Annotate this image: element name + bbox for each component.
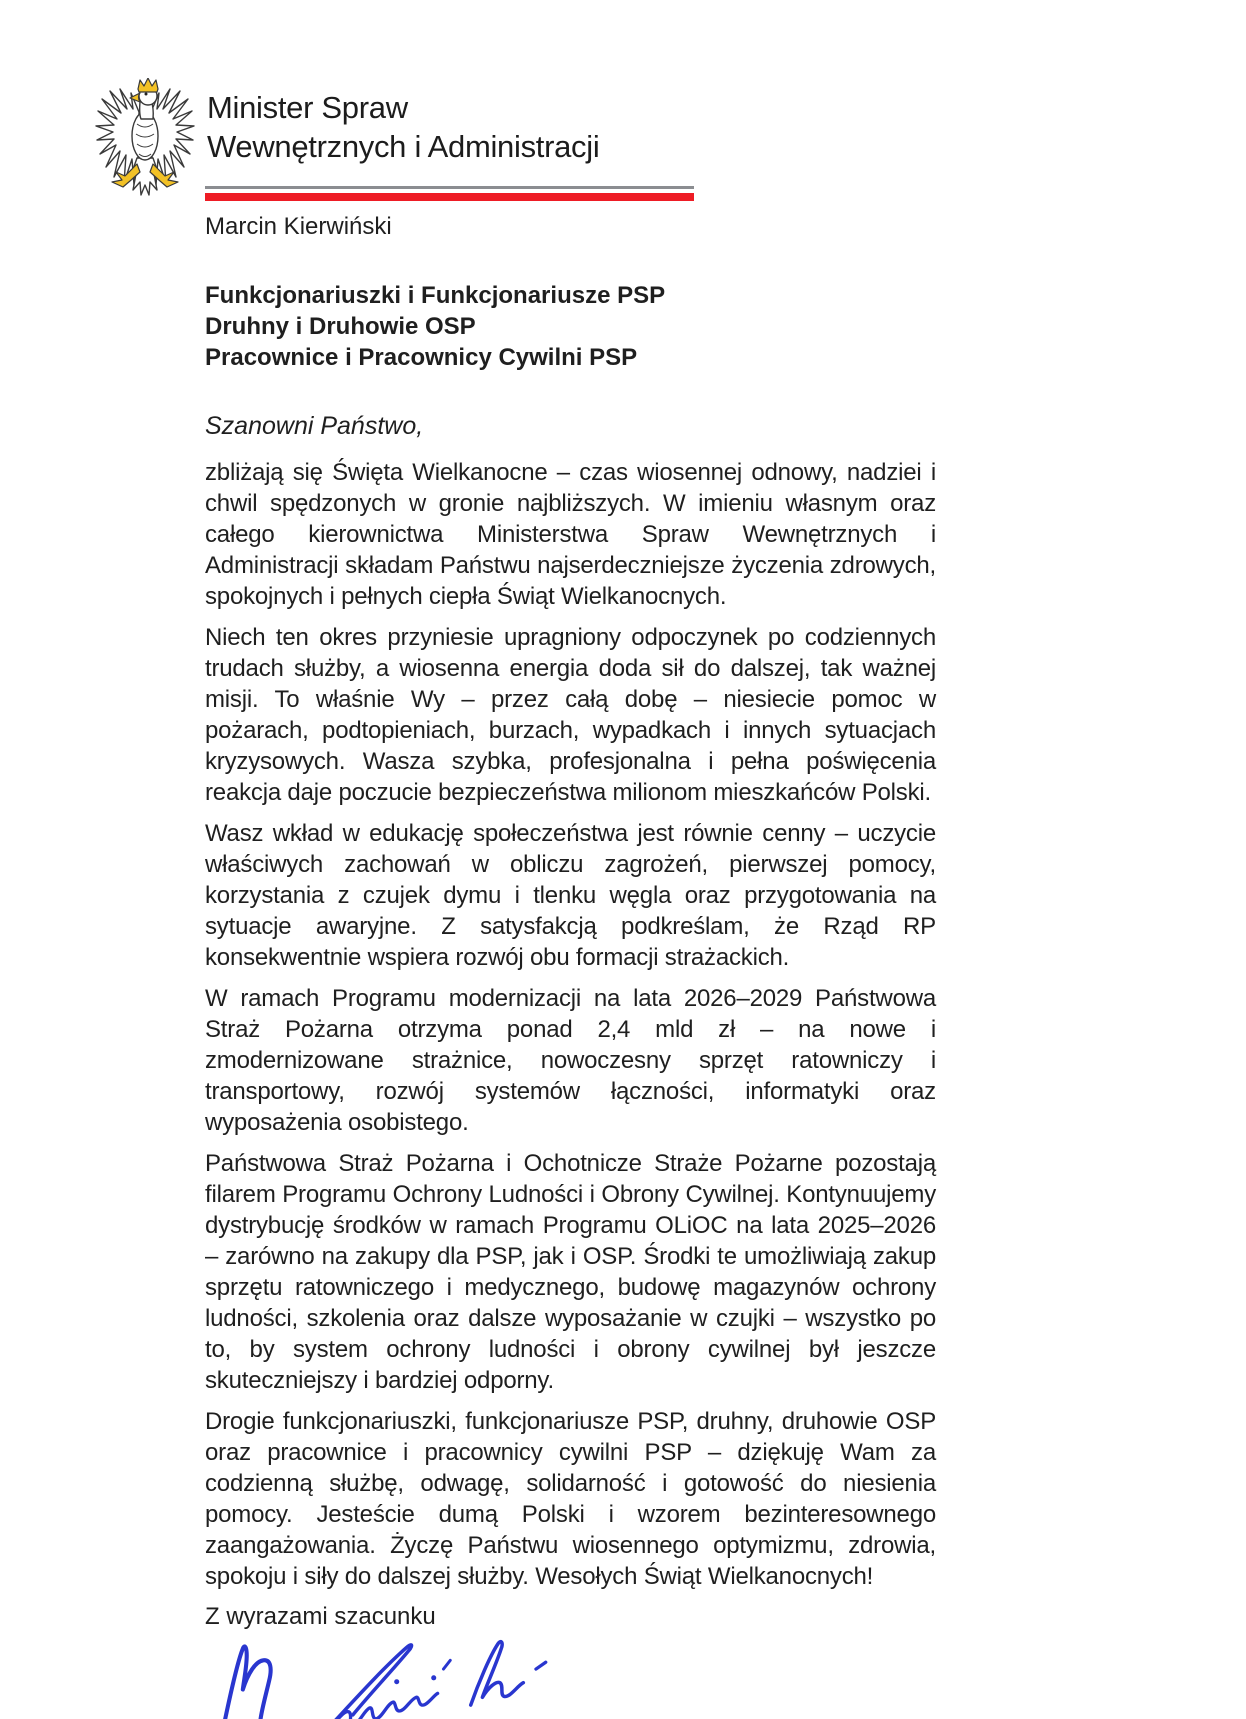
- addressee-line: Pracownice i Pracownicy Cywilni PSP: [205, 344, 638, 371]
- paragraph-2: Niech ten okres przyniesie upragniony odpoczynek po codziennych trudach służby, a wiosenna energia doda sił do dalszej, tak ważnej misji. To właśnie Wy – przez całą dobę – niesiecie pomoc w pożarach, podtopieniach, burzach, wypadkach i innych sytuacjach kryzysowych. Wasza szybka, profesjonalna i pełna poświęcenia reakcja daje poczucie bezpieczeństwa milionom mieszkańców Polski.: [205, 624, 936, 806]
- ministry-title: [207, 78, 599, 166]
- flag-divider: [205, 186, 694, 201]
- paragraph-1: zbliżają się Święta Wielkanocne – czas wiosennej odnowy, nadziei i chwil spędzonych w gronie najbliższych. W imieniu własnym oraz całego kierownictwa Ministerstwa Spraw Wewnętrznych i Administracji składam Państwu najserdeczniejsze życzenia zdrowych, spokojnych i pełnych ciepła Świąt Wielkanocnych.: [205, 459, 936, 610]
- addressee-block: [205, 280, 936, 373]
- letterhead: [95, 78, 599, 200]
- paragraph-6: Drogie funkcjonariuszki, funkcjonariusze PSP, druhny, druhowie OSP oraz pracownice i pracownicy cywilni PSP – dziękuję Wam za codzienną służbę, odwagę, solidarność i gotowość do niesienia pomocy. Jesteście dumą Polski i wzorem bezinteresownego zaangażowania. Życzę Państwu wiosennego optymizmu, zdrowia, spokoju i siły do dalszej służby. Wesołych Świąt Wielkanocnych!: [205, 1408, 936, 1590]
- paragraph-5: Państwowa Straż Pożarna i Ochotnicze Straże Pożarne pozostają filarem Programu Ochrony Ludności i Obrony Cywilnej. Kontynuujemy dystrybucję środków w ramach Programu OLiOC na lata 2025–2026 – zarówno na zakupy dla PSP, jak i OSP. Środki te umożliwiają zakup sprzętu ratowniczego i medycznego, budowę magazynów ochrony ludności, szkolenia oraz dalsze wyposażanie w czujki – wszystko po to, by system ochrony ludności i obrony cywilnej był jeszcze skuteczniejszy i bardziej odporny.: [205, 1150, 936, 1394]
- handwritten-signature: [211, 1634, 561, 1719]
- addressee-line: Funkcjonariuszki i Funkcjonariusze PSP: [205, 282, 666, 309]
- paragraph-3: Wasz wkład w edukację społeczeństwa jest równie cenny – uczycie właściwych zachowań w obliczu zagrożeń, pierwszej pomocy, korzystania z czujek dymu i tlenku węgla oraz przygotowania na sytuacje awaryjne. Z satysfakcją podkreślam, że Rząd RP konsekwentnie wspiera rozwój obu formacji strażackich.: [205, 820, 936, 971]
- polish-eagle-emblem: [95, 78, 195, 200]
- addressee-line: Druhny i Druhowie OSP: [205, 313, 476, 340]
- letter-body: [205, 457, 936, 1592]
- divider-red-line: [205, 193, 694, 201]
- salutation: Szanowni Państwo,: [205, 412, 424, 440]
- ministry-title-line2: Wewnętrznych i Administracji: [207, 129, 600, 164]
- closing-formula: Z wyrazami szacunku: [205, 1603, 436, 1630]
- divider-gray-line: [205, 186, 694, 189]
- letter-content: [205, 212, 936, 1719]
- minister-name: Marcin Kierwiński: [205, 213, 392, 240]
- ministry-title-line1: Minister Spraw: [207, 90, 408, 125]
- paragraph-4: W ramach Programu modernizacji na lata 2026–2029 Państwowa Straż Pożarna otrzyma ponad 2,4 mld zł – na nowe i zmodernizowane strażnice, nowoczesny sprzęt ratowniczy i transportowy, rozwój systemów łączności, informatyki oraz wyposażenia osobistego.: [205, 985, 936, 1136]
